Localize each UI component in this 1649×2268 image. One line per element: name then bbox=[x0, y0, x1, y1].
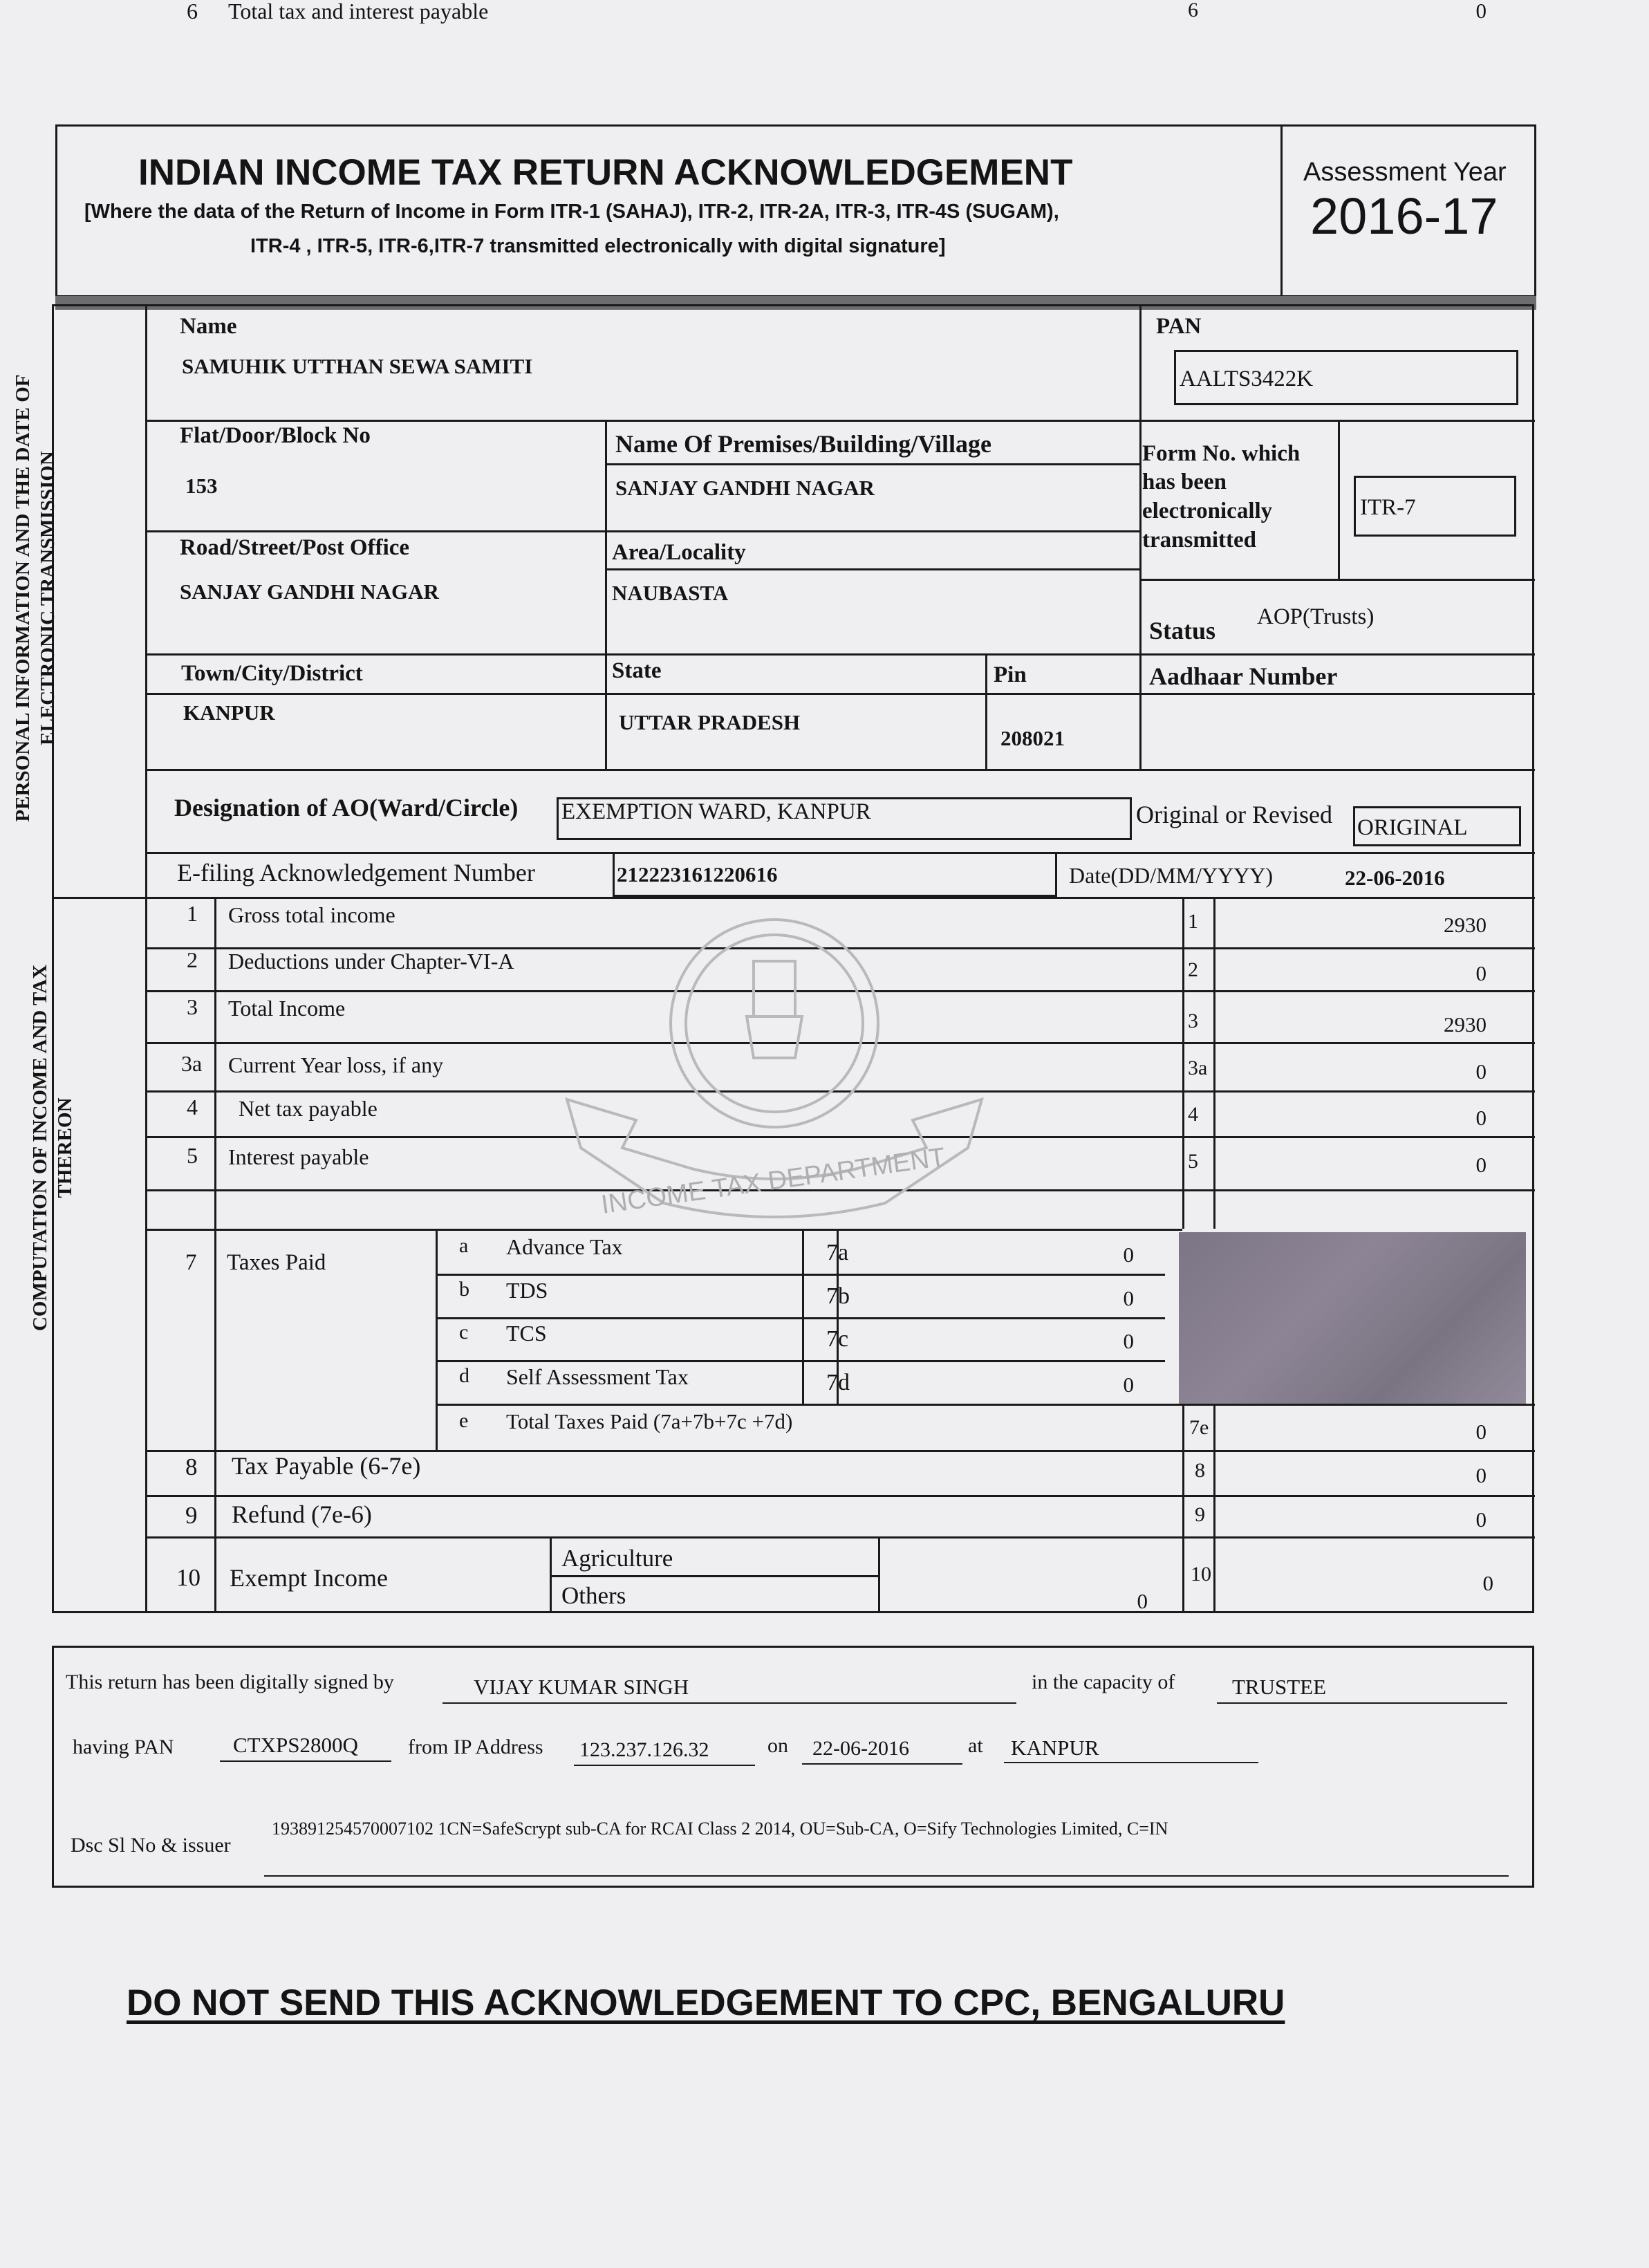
sign-place-line bbox=[1004, 1762, 1258, 1763]
on-label: on bbox=[767, 1734, 788, 1757]
tax-b-ref: 7b bbox=[826, 1283, 850, 1309]
comp-line-10 bbox=[145, 1536, 1535, 1539]
pin-label: Pin bbox=[994, 662, 1027, 687]
row-5-label: Interest payable bbox=[228, 1144, 369, 1169]
line-form-bottom bbox=[1139, 579, 1535, 581]
exempt-mid bbox=[550, 1575, 878, 1577]
row-4-label: Net tax payable bbox=[239, 1096, 378, 1121]
row-1-label: Gross total income bbox=[228, 902, 395, 927]
row-6-ref: 6 bbox=[1188, 0, 1198, 21]
capacity-line bbox=[1217, 1702, 1507, 1704]
form-label-2: has been bbox=[1142, 470, 1227, 494]
row-3-ref: 3 bbox=[1188, 1010, 1198, 1032]
form-no-value: ITR-7 bbox=[1360, 495, 1416, 520]
row-2-value: 0 bbox=[1475, 961, 1487, 985]
tax-c-ref: 7c bbox=[826, 1326, 849, 1352]
line-flat-bottom bbox=[145, 530, 1139, 532]
row-5-ref: 5 bbox=[1188, 1150, 1198, 1173]
line-road-mid bbox=[605, 568, 1139, 570]
row-10-label: Exempt Income bbox=[230, 1564, 388, 1592]
total-label: Total Taxes Paid (7a+7b+7c +7d) bbox=[506, 1409, 793, 1433]
tax-d-letter: d bbox=[459, 1364, 469, 1387]
form-label-1: Form No. which bbox=[1142, 441, 1301, 466]
row-7-no: 7 bbox=[185, 1250, 197, 1275]
side-column-divider bbox=[145, 304, 147, 1613]
comp-ref-divider-bot bbox=[1182, 1404, 1184, 1613]
assessment-year: 2016-17 bbox=[1310, 187, 1498, 245]
row-5-value: 0 bbox=[1475, 1153, 1487, 1177]
ack-value: 212223161220616 bbox=[617, 862, 778, 886]
comp-value-divider-bot bbox=[1213, 1404, 1215, 1613]
status-value: AOP(Trusts) bbox=[1257, 604, 1375, 629]
taxes-line-e bbox=[436, 1404, 1535, 1406]
area-value: NAUBASTA bbox=[612, 581, 729, 605]
row-5-no: 5 bbox=[187, 1143, 198, 1168]
total-value: 0 bbox=[1475, 1420, 1487, 1444]
pin-divider bbox=[985, 653, 987, 769]
section-divider bbox=[52, 897, 147, 899]
taxes-line-d bbox=[436, 1360, 1165, 1362]
row-3-value: 2930 bbox=[1444, 1012, 1487, 1037]
row-3a-label: Current Year loss, if any bbox=[228, 1052, 444, 1077]
ao-value: EXEMPTION WARD, KANPUR bbox=[561, 799, 871, 824]
row-2-no: 2 bbox=[187, 947, 198, 972]
line-name-bottom bbox=[145, 420, 1535, 422]
row-9-value: 0 bbox=[1475, 1507, 1487, 1532]
road-value: SANJAY GANDHI NAGAR bbox=[180, 579, 439, 604]
row-6-no: 6 bbox=[187, 0, 198, 24]
taxes-letter-divider bbox=[436, 1229, 438, 1450]
sign-date: 22-06-2016 bbox=[812, 1737, 909, 1760]
tax-a-label: Advance Tax bbox=[506, 1234, 623, 1259]
pan-divider bbox=[1139, 304, 1142, 657]
orig-label: Original or Revised bbox=[1136, 801, 1332, 828]
tax-c-value: 0 bbox=[1123, 1329, 1134, 1353]
row-1-ref: 1 bbox=[1188, 910, 1198, 933]
flat-label: Flat/Door/Block No bbox=[180, 423, 371, 448]
ip-address: 123.237.126.32 bbox=[579, 1738, 709, 1761]
row-10-no: 10 bbox=[176, 1564, 201, 1591]
sign-date-line bbox=[802, 1763, 962, 1765]
signed-by-label: This return has been digitally signed by bbox=[66, 1671, 394, 1693]
line-town-bottom bbox=[145, 769, 1535, 771]
row-4-value: 0 bbox=[1475, 1106, 1487, 1130]
premises-label: Name Of Premises/Building/Village bbox=[615, 430, 991, 458]
town-label: Town/City/District bbox=[181, 661, 363, 686]
page-title: INDIAN INCOME TAX RETURN ACKNOWLEDGEMENT bbox=[138, 152, 1073, 193]
row-10-ref: 10 bbox=[1191, 1563, 1211, 1586]
dsc-label: Dsc Sl No & issuer bbox=[71, 1834, 231, 1857]
row-3-no: 3 bbox=[187, 994, 198, 1019]
row-3a-value: 0 bbox=[1475, 1059, 1487, 1084]
tax-b-letter: b bbox=[459, 1278, 469, 1301]
form-scope-line-1: [Where the data of the Return of Income in Form ITR-1 (SAHAJ), ITR-2, ITR-2A, ITR-3, ITR-4S (SUGAM), bbox=[84, 201, 1059, 223]
form-label-4: transmitted bbox=[1142, 528, 1256, 552]
income-tax-seal bbox=[525, 899, 1023, 1231]
row-4-no: 4 bbox=[187, 1095, 198, 1119]
row-8-ref: 8 bbox=[1195, 1459, 1205, 1482]
line-road-bottom bbox=[145, 653, 1535, 656]
line-town-mid bbox=[145, 693, 1535, 695]
row-7-label: Taxes Paid bbox=[227, 1250, 326, 1275]
tax-d-value: 0 bbox=[1123, 1373, 1134, 1397]
row-3-label: Total Income bbox=[228, 996, 346, 1021]
tax-b-value: 0 bbox=[1123, 1286, 1134, 1310]
assessee-name: SAMUHIK UTTHAN SEWA SAMITI bbox=[182, 354, 533, 378]
tax-c-label: TCS bbox=[506, 1321, 547, 1346]
sign-place: KANPUR bbox=[1011, 1736, 1099, 1760]
tax-a-ref: 7a bbox=[826, 1240, 849, 1265]
row-1-value: 2930 bbox=[1444, 913, 1487, 937]
comp-value-divider-top bbox=[1213, 897, 1215, 1229]
comp-no-divider bbox=[214, 897, 216, 1613]
footer-notice: DO NOT SEND THIS ACKNOWLEDGEMENT TO CPC, BENGALURU bbox=[127, 1982, 1285, 2023]
aadhaar-label: Aadhaar Number bbox=[1149, 662, 1338, 690]
row-9-ref: 9 bbox=[1195, 1503, 1205, 1526]
row-2-ref: 2 bbox=[1188, 958, 1198, 981]
tax-a-value: 0 bbox=[1123, 1243, 1134, 1267]
ip-label: from IP Address bbox=[408, 1736, 543, 1758]
row-8-label: Tax Payable (6-7e) bbox=[232, 1452, 421, 1480]
tax-b-label: TDS bbox=[506, 1278, 548, 1303]
line-flat-mid bbox=[605, 463, 1139, 465]
ao-label: Designation of AO(Ward/Circle) bbox=[174, 794, 519, 821]
pan-value: AALTS3422K bbox=[1180, 366, 1314, 391]
row-6-value: 0 bbox=[1475, 0, 1487, 23]
signer-pan-label: having PAN bbox=[73, 1736, 174, 1758]
status-label: Status bbox=[1149, 617, 1216, 644]
row-1-no: 1 bbox=[187, 901, 198, 926]
name-label: Name bbox=[180, 314, 237, 339]
capacity: TRUSTEE bbox=[1232, 1675, 1327, 1699]
row-4-ref: 4 bbox=[1188, 1103, 1198, 1126]
form-divider bbox=[1338, 420, 1340, 579]
others-value: 0 bbox=[1137, 1589, 1148, 1613]
state-value: UTTAR PRADESH bbox=[619, 710, 801, 734]
tax-c-letter: c bbox=[459, 1321, 469, 1344]
taxes-line-b bbox=[436, 1274, 1165, 1276]
capacity-label: in the capacity of bbox=[1032, 1671, 1175, 1693]
row-3a-ref: 3a bbox=[1188, 1057, 1208, 1079]
seal-text: INCOME TAX DEPARTMENT bbox=[599, 1142, 947, 1220]
row-3a-no: 3a bbox=[181, 1051, 203, 1076]
ip-line bbox=[574, 1765, 755, 1766]
signed-by: VIJAY KUMAR SINGH bbox=[474, 1675, 689, 1699]
redacted-block bbox=[1179, 1232, 1526, 1404]
signed-by-line bbox=[442, 1702, 1016, 1704]
dsc-value: 193891254570007102 1CN=SafeScrypt sub-CA for RCAI Class 2 2014, OU=Sub-CA, O=Sify Technologies Limited, C=IN bbox=[272, 1819, 1168, 1839]
comp-ref-divider-top bbox=[1182, 897, 1184, 1229]
aadhaar-divider bbox=[1139, 653, 1142, 769]
row-8-value: 0 bbox=[1475, 1463, 1487, 1487]
flat-value: 153 bbox=[185, 474, 218, 498]
row-2-label: Deductions under Chapter-VI-A bbox=[228, 949, 514, 974]
pan-label: PAN bbox=[1156, 314, 1202, 339]
assessment-year-label: Assessment Year bbox=[1303, 158, 1507, 187]
comp-line-9 bbox=[145, 1495, 1535, 1497]
orig-value: ORIGINAL bbox=[1357, 815, 1468, 840]
taxes-line-c bbox=[436, 1317, 1165, 1319]
signer-pan-line bbox=[220, 1760, 391, 1762]
exempt-value-divider bbox=[878, 1536, 880, 1613]
total-ref: 7e bbox=[1189, 1416, 1209, 1439]
total-letter: e bbox=[459, 1409, 469, 1432]
date-value: 22-06-2016 bbox=[1345, 866, 1445, 890]
tax-d-ref: 7d bbox=[826, 1370, 850, 1395]
taxes-ref-divider bbox=[802, 1229, 804, 1404]
header-divider bbox=[1280, 124, 1283, 297]
premises-value: SANJAY GANDHI NAGAR bbox=[615, 476, 875, 500]
at-label: at bbox=[968, 1734, 983, 1757]
tax-a-letter: a bbox=[459, 1234, 469, 1257]
signer-pan: CTXPS2800Q bbox=[233, 1733, 358, 1757]
dsc-line bbox=[264, 1875, 1509, 1877]
ack-label: E-filing Acknowledgement Number bbox=[177, 859, 535, 886]
row-9-no: 9 bbox=[185, 1502, 198, 1529]
others-label: Others bbox=[561, 1582, 626, 1609]
state-label: State bbox=[612, 658, 662, 683]
town-value: KANPUR bbox=[183, 700, 275, 725]
row-8-no: 8 bbox=[185, 1453, 198, 1480]
row-10-value: 0 bbox=[1482, 1571, 1493, 1595]
area-label: Area/Locality bbox=[612, 540, 746, 565]
form-scope-line-2: ITR-4 , ITR-5, ITR-6,ITR-7 transmitted electronically with digital signature] bbox=[250, 235, 946, 257]
row-6-label: Total tax and interest payable bbox=[228, 0, 489, 24]
agriculture-label: Agriculture bbox=[561, 1545, 673, 1572]
pin-value: 208021 bbox=[1000, 726, 1065, 750]
form-label-3: electronically bbox=[1142, 499, 1273, 523]
tax-d-label: Self Assessment Tax bbox=[506, 1364, 689, 1389]
personal-section-label: PERSONAL INFORMATION AND THE DATE OF ELECTRONIC TRANSMISSION bbox=[12, 374, 59, 822]
computation-section-label: COMPUTATION OF INCOME AND TAX THEREON bbox=[29, 964, 77, 1332]
road-label: Road/Street/Post Office bbox=[180, 535, 410, 560]
date-label: Date(DD/MM/YYYY) bbox=[1069, 863, 1274, 888]
row-9-label: Refund (7e-6) bbox=[232, 1500, 372, 1528]
premises-divider bbox=[605, 420, 607, 769]
